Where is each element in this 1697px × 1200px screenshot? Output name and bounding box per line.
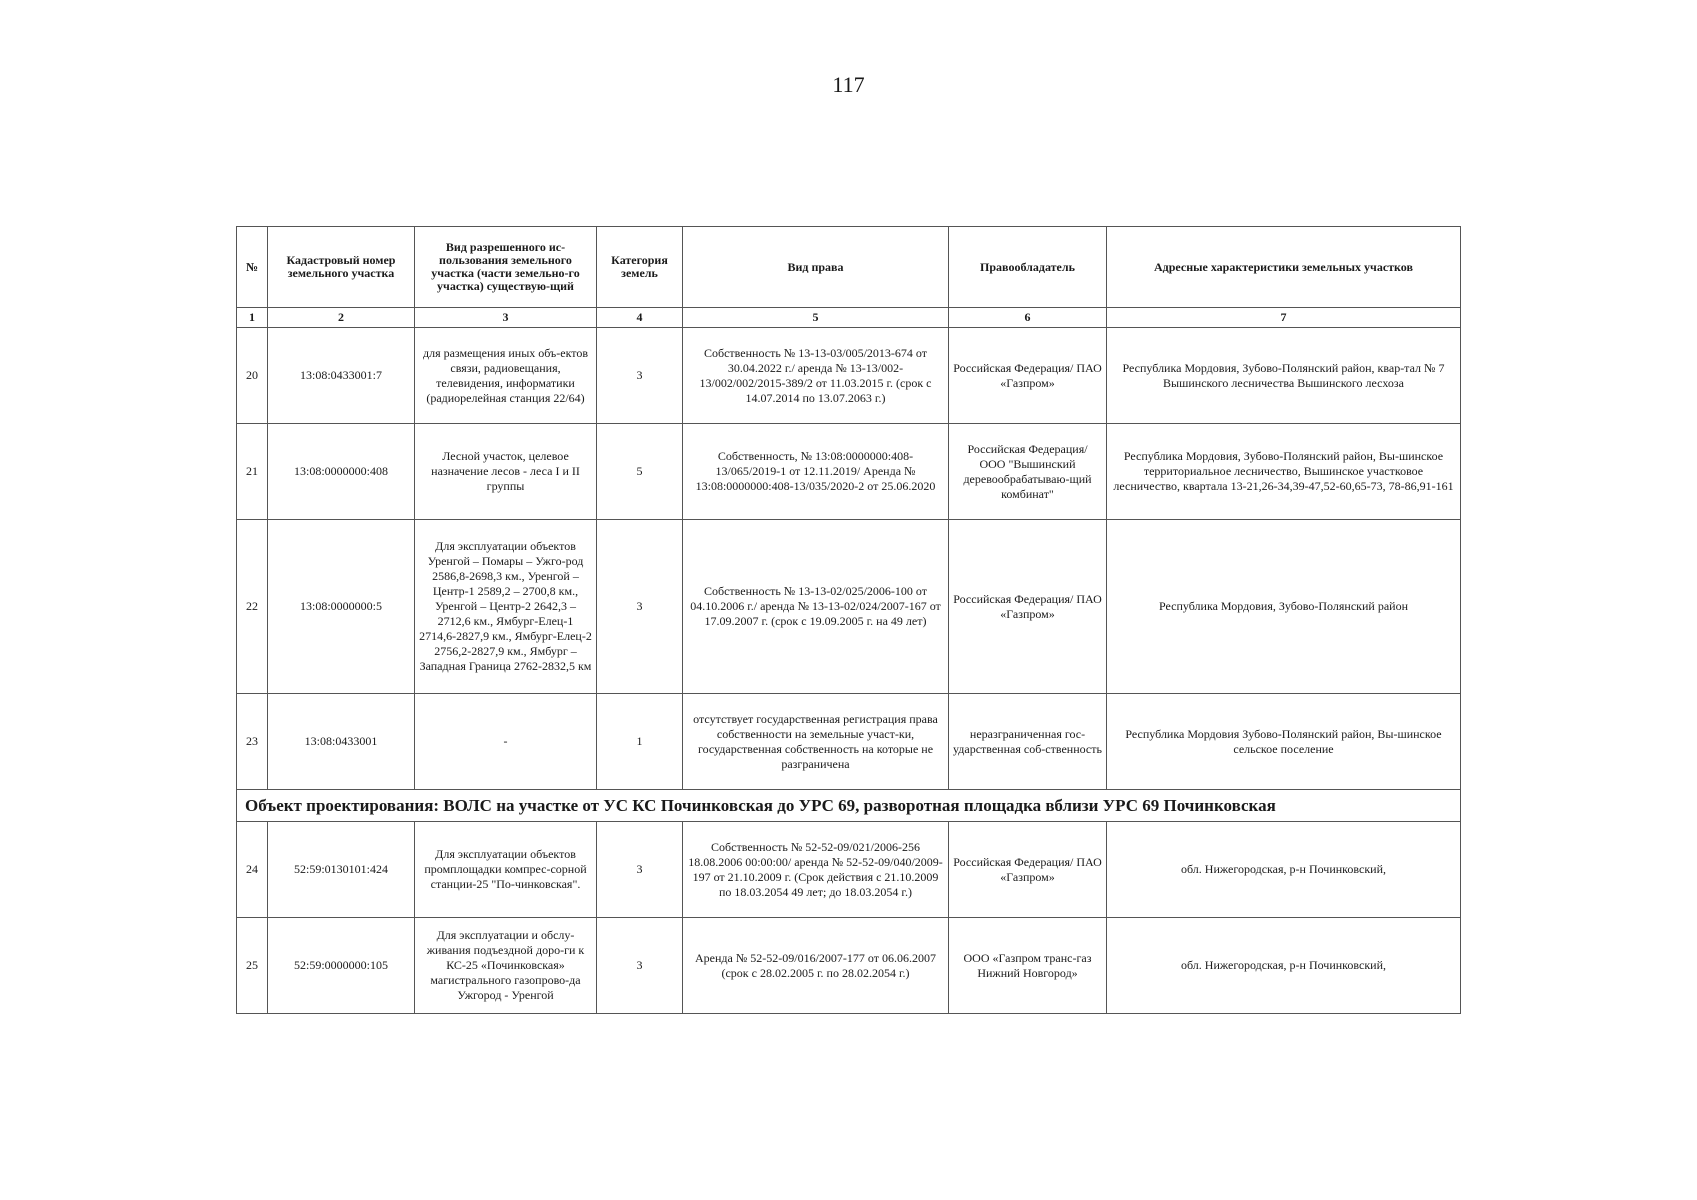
- column-number: 7: [1107, 308, 1461, 328]
- table-header-row: [237, 227, 1461, 308]
- header-right: Вид права: [683, 227, 949, 308]
- cell-cadastral: 13:08:0433001:7: [268, 328, 415, 424]
- cell-use: Для эксплуатации и обслу-живания подъездной доро-ги к КС-25 «Починковская» магистрального газопрово-да Ужгород - Уренгой: [415, 918, 597, 1014]
- page-number: 117: [832, 72, 865, 97]
- header-cadastral: Кадастровый номер земельного участка: [268, 227, 415, 308]
- header-holder: Правообладатель: [949, 227, 1107, 308]
- table-row: [237, 424, 1461, 520]
- table-row: [237, 520, 1461, 694]
- cell-cadastral: 13:08:0000000:5: [268, 520, 415, 694]
- cell-holder: Российская Федерация/ ПАО «Газпром»: [949, 822, 1107, 918]
- column-number: 6: [949, 308, 1107, 328]
- section-row: [237, 790, 1461, 822]
- cell-right: Собственность № 13-13-03/005/2013-674 от 30.04.2022 г./ аренда № 13-13/002-13/002/002/2015-389/2 от 11.03.2015 г. (срок с 14.07.2014 по 13.07.2063 г.): [683, 328, 949, 424]
- column-number-row: [237, 308, 1461, 328]
- header-category: Категория земель: [597, 227, 683, 308]
- column-number: 5: [683, 308, 949, 328]
- cell-holder: ООО «Газпром транс-газ Нижний Новгород»: [949, 918, 1107, 1014]
- cell-cadastral: 13:08:0000000:408: [268, 424, 415, 520]
- header-address: Адресные характеристики земельных участков: [1107, 227, 1461, 308]
- cell-category: 1: [597, 694, 683, 790]
- cell-address: обл. Нижегородская, р-н Починковский,: [1107, 822, 1461, 918]
- cell-category: 5: [597, 424, 683, 520]
- cell-no: 21: [237, 424, 268, 520]
- cell-address: обл. Нижегородская, р-н Починковский,: [1107, 918, 1461, 1014]
- section-title: Объект проектирования: ВОЛС на участке от УС КС Починковская до УРС 69, разворотная площадка вблизи УРС 69 Починковская: [237, 790, 1461, 822]
- cell-no: 24: [237, 822, 268, 918]
- cell-holder: Российская Федерация/ ПАО «Газпром»: [949, 520, 1107, 694]
- cell-no: 20: [237, 328, 268, 424]
- cell-category: 3: [597, 328, 683, 424]
- cell-use: Для эксплуатации объектов Уренгой – Помары – Ужго-род 2586,8-2698,3 км., Уренгой – Центр-1 2589,2 – 2700,8 км., Уренгой – Центр-2 2642,3 – 2712,6 км., Ямбург-Елец-1 2714,6-2827,9 км., Ямбург-Елец-2 2756,2-2827,9 км., Ямбург – Западная Граница 2762-2832,5 км: [415, 520, 597, 694]
- table-row: [237, 694, 1461, 790]
- column-number: 3: [415, 308, 597, 328]
- cell-right: Собственность, № 13:08:0000000:408-13/065/2019-1 от 12.11.2019/ Аренда № 13:08:0000000:408-13/035/2020-2 от 25.06.2020: [683, 424, 949, 520]
- cell-category: 3: [597, 918, 683, 1014]
- cell-holder: Российская Федерация/ ПАО «Газпром»: [949, 328, 1107, 424]
- land-plots-table: [236, 226, 1461, 1014]
- cell-category: 3: [597, 520, 683, 694]
- table-row: [237, 918, 1461, 1014]
- cell-cadastral: 13:08:0433001: [268, 694, 415, 790]
- column-number: 4: [597, 308, 683, 328]
- cell-use: -: [415, 694, 597, 790]
- cell-use: Лесной участок, целевое назначение лесов - леса I и II группы: [415, 424, 597, 520]
- cell-holder: Российская Федерация/ ООО "Вышинский деревообрабатываю-щий комбинат": [949, 424, 1107, 520]
- cell-address: Республика Мордовия Зубово-Полянский район, Вы-шинское сельское поселение: [1107, 694, 1461, 790]
- cell-no: 22: [237, 520, 268, 694]
- cell-holder: неразграниченная гос-ударственная соб-ственность: [949, 694, 1107, 790]
- cell-no: 23: [237, 694, 268, 790]
- cell-cadastral: 52:59:0130101:424: [268, 822, 415, 918]
- table-row: [237, 822, 1461, 918]
- cell-no: 25: [237, 918, 268, 1014]
- cell-use: Для эксплуатации объектов промплощадки компрес-сорной станции-25 "По-чинковская".: [415, 822, 597, 918]
- cell-use: для размещения иных объ-ектов связи, радиовещания, телевидения, информатики (радиорелейная станция 22/64): [415, 328, 597, 424]
- cell-right: Собственность № 13-13-02/025/2006-100 от 04.10.2006 г./ аренда № 13-13-02/024/2007-167 от 17.09.2007 г. (срок с 19.09.2005 г. на 49 лет): [683, 520, 949, 694]
- header-no: №: [237, 227, 268, 308]
- table-row: [237, 328, 1461, 424]
- column-number: 2: [268, 308, 415, 328]
- cell-category: 3: [597, 822, 683, 918]
- cell-address: Республика Мордовия, Зубово-Полянский район: [1107, 520, 1461, 694]
- cell-right: отсутствует государственная регистрация права собственности на земельные участ-ки, государственная собственность на которые не разграничена: [683, 694, 949, 790]
- header-use: Вид разрешенного ис-пользования земельного участка (части земельно-го участка) существую-щий: [415, 227, 597, 308]
- cell-address: Республика Мордовия, Зубово-Полянский район, квар-тал № 7 Вышинского лесничества Вышинского лесхоза: [1107, 328, 1461, 424]
- cell-address: Республика Мордовия, Зубово-Полянский район, Вы-шинское территориальное лесничество, Вышинское участковое лесничество, квартала 13-21,26-34,39-47,52-60,65-73, 78-86,91-161: [1107, 424, 1461, 520]
- column-number: 1: [237, 308, 268, 328]
- cell-cadastral: 52:59:0000000:105: [268, 918, 415, 1014]
- cell-right: Собственность № 52-52-09/021/2006-256 18.08.2006 00:00:00/ аренда № 52-52-09/040/2009-197 от 21.10.2009 г. (Срок действия с 21.10.2009 по 18.03.2054 49 лет; до 18.03.2054 г.): [683, 822, 949, 918]
- cell-right: Аренда № 52-52-09/016/2007-177 от 06.06.2007 (срок с 28.02.2005 г. по 28.02.2054 г.): [683, 918, 949, 1014]
